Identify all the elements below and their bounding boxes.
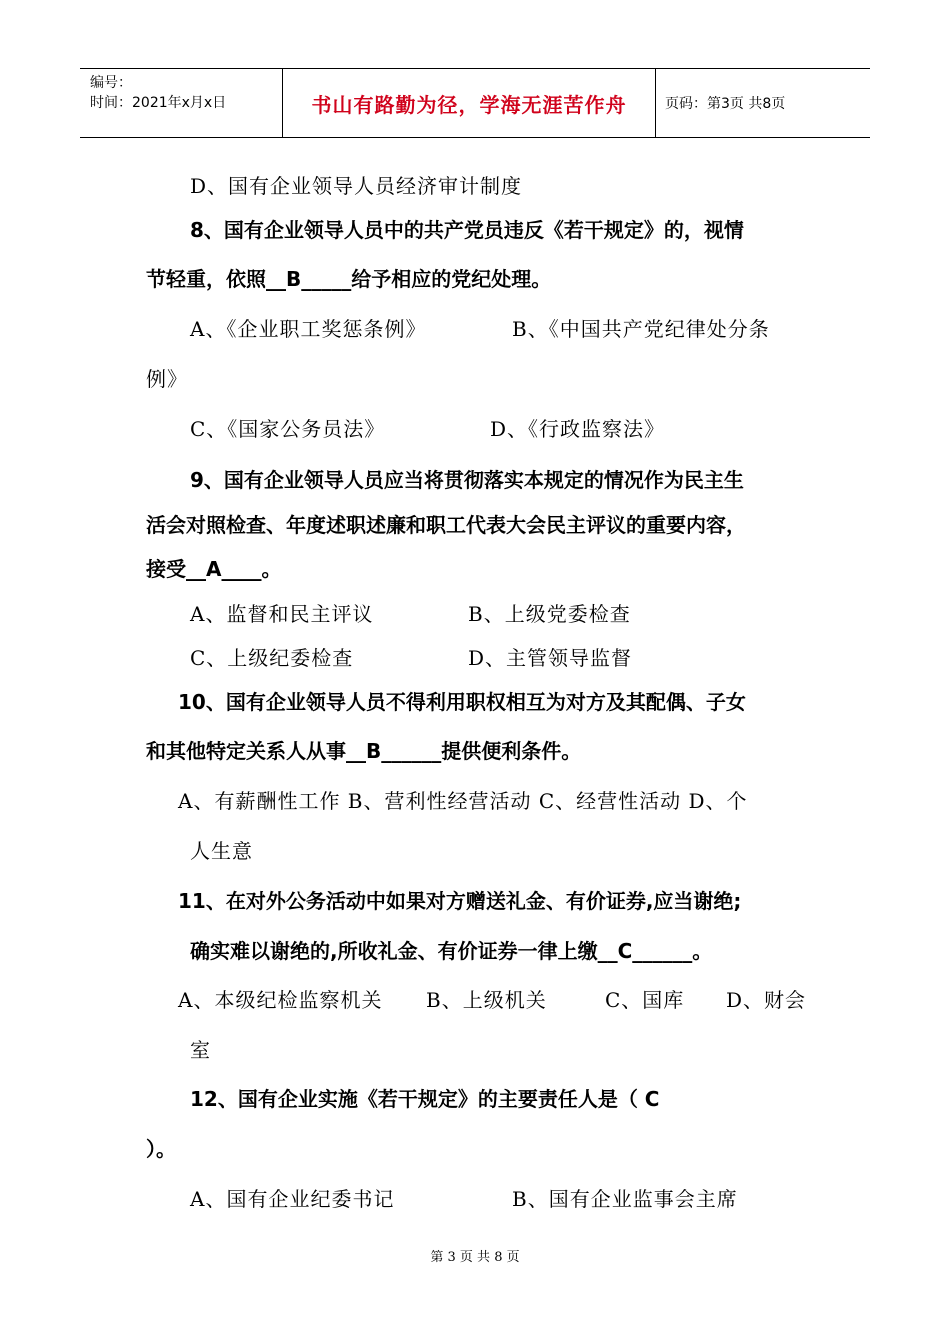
option-text: B、上级机关 <box>426 988 547 1012</box>
question-text: 10、国有企业领导人员不得利用职权相互为对方及其配偶、子女 <box>178 690 746 714</box>
option-text: A、监督和民主评议 <box>190 602 374 626</box>
header-meta <box>90 73 226 113</box>
question-text: 和其他特定关系人从事__B______提供便利条件。 <box>146 739 582 763</box>
option-text: 例》 <box>146 367 188 391</box>
option-text: A、本级纪检监察机关 <box>178 988 383 1012</box>
question-text: 11、在对外公务活动中如果对方赠送礼金、有价证券,应当谢绝; <box>178 889 742 913</box>
question-text: ）。 <box>146 1137 176 1161</box>
question-text: 12、国有企业实施《若干规定》的主要责任人是（ C <box>190 1087 660 1111</box>
option-text: A、国有企业纪委书记 <box>190 1187 395 1211</box>
question-text: 节轻重，依照__B_____给予相应的党纪处理。 <box>146 267 552 291</box>
time-label: 时间：2021年x月x日 <box>90 95 227 111</box>
page-header <box>80 68 870 138</box>
option-text: B、上级党委检查 <box>468 602 631 626</box>
option-text: A、《企业职工奖惩条例》 <box>190 317 427 341</box>
header-motto: 书山有路勤为径，学海无涯苦作舟 <box>311 92 627 117</box>
question-text: 活会对照检查、年度述职述廉和职工代表大会民主评议的重要内容， <box>146 513 746 537</box>
question-text: 确实难以谢绝的,所收礼金、有价证券一律上缴__C______。 <box>190 939 713 963</box>
page-code: 页码：第3页 共8页 <box>665 96 786 112</box>
option-text: D、主管领导监督 <box>468 646 633 670</box>
option-text: C、《国家公务员法》 <box>190 417 386 441</box>
option-text: 室 <box>190 1038 211 1062</box>
option-text: 人生意 <box>190 839 253 863</box>
option-text: D、国有企业领导人员经济审计制度 <box>190 174 523 198</box>
option-text: D、《行政监察法》 <box>490 417 666 441</box>
option-text: C、国库 <box>605 988 685 1012</box>
page-footer: 第 3 页 共 8 页 <box>430 1250 520 1265</box>
option-text: A、有薪酬性工作 B、营利性经营活动 C、经营性活动 D、个 <box>178 789 748 813</box>
option-text: B、《中国共产党纪律处分条 <box>512 317 770 341</box>
question-text: 9、国有企业领导人员应当将贯彻落实本规定的情况作为民主生 <box>190 468 744 492</box>
option-text: D、财会 <box>726 988 807 1012</box>
option-text: B、国有企业监事会主席 <box>512 1187 738 1211</box>
question-text: 8、国有企业领导人员中的共产党员违反《若干规定》的，视情 <box>190 218 744 242</box>
header-divider <box>655 69 656 137</box>
option-text: C、上级纪委检查 <box>190 646 354 670</box>
question-text: 接受__A____。 <box>146 557 282 581</box>
number-label: 编号： <box>90 75 132 91</box>
